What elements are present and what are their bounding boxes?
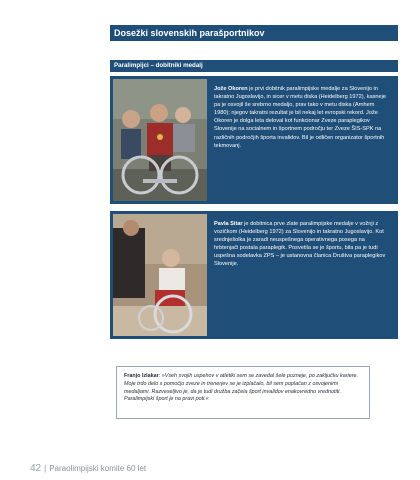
publication-name: Paraolimpijski komite 60 let <box>49 464 147 473</box>
photo-sitar <box>113 214 207 336</box>
bio-text: je dobitnica prve zlate paralimpijske medalje v vožnji z vozičkom (Heidelberg 1972) za Slovenijo in takratno Jugoslavijo. Kot srednješolka je zaradi neuspešnega operativnega posega na hrbtenjači postala paraplegik. Posvetila se je športu, bila pa je tudi uspešna sodelavka ZPS – je ustanovna članica Društva paraplegikov Slovenije. <box>214 221 386 268</box>
bio-text: je prvi dobitnik paralimpijske medalje za Slovenijo in takratno Jugoslavijo, in sicer v metu diska (Heidelberg 1972), kasneje pa je osvojil še srebrno medaljo, prav tako v metu diska (Arnhem 1980); njegov takratni rezultat je bil nekaj let evropski rekord. Jože Okoren je dolga leta deloval kot funkcionar Zveze paraplegikov Slovenije na socialnem in športnem področju ter Zveze ŠIS-SPK na različnih področjih športa invalidov. Bil je odličen organizator športnih tekmovanj. <box>214 86 386 149</box>
page-footer <box>30 463 146 474</box>
bio-sitar <box>214 220 390 269</box>
photo-okoren <box>113 79 207 201</box>
footer-separator: | <box>44 464 47 473</box>
profile-card-sitar <box>110 211 398 339</box>
bio-okoren <box>214 85 390 150</box>
page-number: 42 <box>30 463 42 474</box>
athlete-name: Pavla Sitar <box>214 221 243 227</box>
quote-author: Franjo Izlakar <box>124 373 159 379</box>
photo-okoren-illustration <box>113 79 207 201</box>
athlete-name: Jože Okoren <box>214 86 248 92</box>
page-title: Dosežki slovenskih parašportnikov <box>110 25 398 41</box>
photo-sitar-illustration <box>113 214 207 336</box>
profile-card-okoren <box>110 76 398 204</box>
quote-text: : »Vseh svojih uspehov v atletiki sem se zavedal šele pozneje, po zaključku kariere. Moje trdo delo s pomočjo zveze in trenerjev se je izplačalo, bil sem poplačan z osvojenimi medaljami. Razveseljivo je, da je tudi družba začela šport invalidov enakovredno vrednotiti. Paralimpijski šport je na pravi poti.« <box>124 373 359 403</box>
quote-box <box>116 366 370 419</box>
section-subtitle: Paralimpijci – dobitniki medalj <box>110 60 398 72</box>
